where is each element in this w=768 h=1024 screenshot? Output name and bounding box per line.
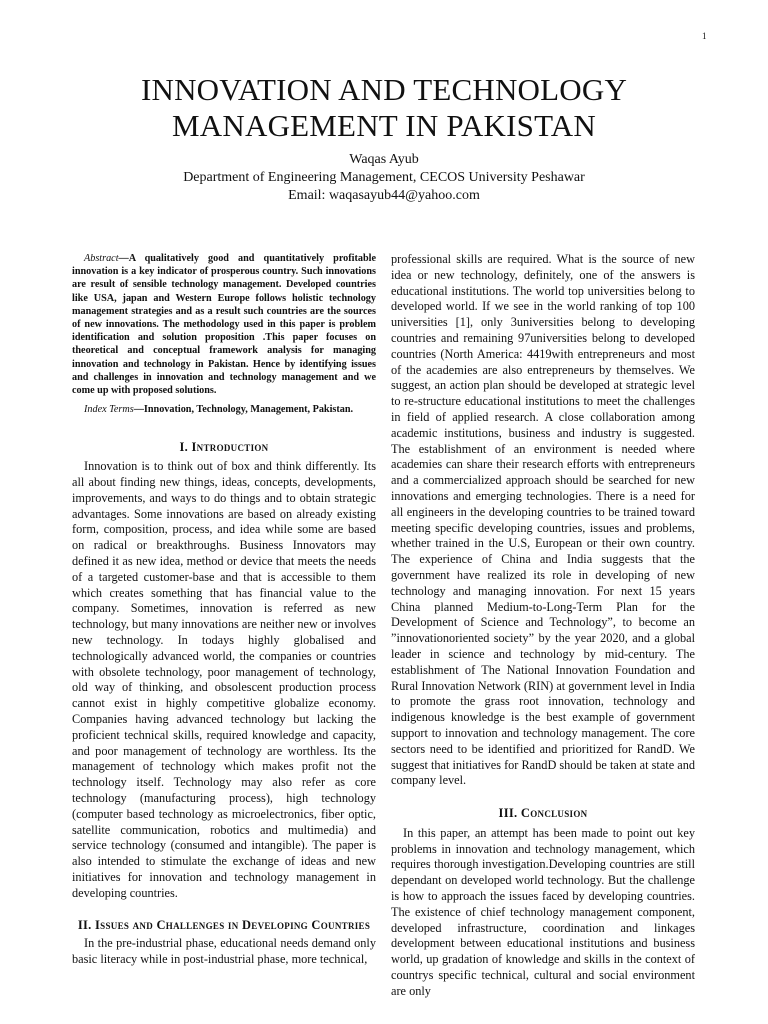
introduction-paragraph: Innovation is to think out of box and think differently. Its all about finding new things, ideas, concepts, developments, improvements, and ways to do things and to obtain strategic advantages. Some innovations are based on already existing form, composition, process, and idea while some are based on radical or breakthroughs. Business Innovators may defined it as new idea, method or device that meets the needs of a targeted customer-base and that is accessible to them which creates something that has financial value to the company. Sometimes, innovation is referred as new technology, but many innovations are neither new or involves new technology. In todays highly globalised and technologically advanced world, the companies or countries with obsolete technology, poor management of technology, old way of thinking, and obsolescent production process cannot exist in highly competitive globalize economy. Companies having advanced technology but lacking the proficient technical skills, required knowledge and capacity, and poor management of technology are worthless. Its the management of technology which makes profit not the technology itself. Technology may also refer as core technology (manufacturing process), high technology (computer based technology as microelectronics, fiber optic, satellite communication, robotics and multimedia) and service technology (consumed and intangible). The paper is also intended to stimulate the exchange of ideas and new initiatives for innovation and technology management in developing countries. [72, 459, 376, 900]
author-name: Waqas Ayub [349, 152, 419, 167]
page-number: 1 [702, 31, 707, 41]
issues-paragraph-continued: professional skills are required. What is the source of new idea or new technology, definitely, one of the answers is educational institutions. The world top universities belong to developed world. If we see in the world ranking of top 100 universities [1], only 3universities belong to developing countries and remaining 97universities belong to developed countries (North America: 4419with entrepreneurs and most of the academies are also entrepreneurs by themselves. We suggest, an action plan should be developed at strategic level to re-structure educational institutions to meet the challenges in field of applied research. A close collaboration among academic institutions, business and industry is suggested. The establishment of an environment is needed where academies can share their research efforts with entrepreneurs and a commercialized approach should be searched for new innovations and emerging technologies. There is a need for all engineers in the developing countries to be trained toward meeting specific developing countries, issues and problems, whether trained in the U.S, European or their own country. The experience of China and India suggests that the government have realized its role in developing of new technology and managing innovation. For next 15 years China planned Medium-to-Long-Term Plan for the Development of Science and Technology”, to become an ”innovationoriented society” by the year 2020, and a global leader in science and technology by mid-century. The establishment of The National Innovation Foundation and Rural Innovation Network (RIN) at government level in India to promote the grass root innovation, technology and indigenous knowledge is the best example of government support to innovation and technology management. The core sectors need to be identified and prioritized for RandD. We suggest that initiatives for RandD should be taken at state and company level. [391, 252, 695, 788]
paper-title [0, 72, 768, 144]
index-terms-label: Index Terms [84, 404, 134, 416]
conclusion-paragraph: In this paper, an attempt has been made to point out key problems in innovation and technology management, which requires thorough investigation.Developing countries are still dependant on developed world technology. But the challenge is how to approach the issues faced by developing countries. The existence of chief technology management component, developed infrastructure, coordination and linkages development between educational institutions and business world, up gradation of knowledge and skills in the context of countrys specific technical, cultural and social environment are only [391, 825, 695, 998]
abstract-text: —A qualitatively good and quantitatively profitable innovation is a key indicator of prosperous country. Such innovations are result of sensible technology management. Developed countries like USA, japan and Western Europe follows holistic technology management strategies and as a result such countries are the sources of new innovations. The methodology used in this paper is problem identification and solution proposition .This paper focuses on theoretical and conceptual framework analysis for managing innovation and technology in Pakistan. Hence by identifying issues and challenges in innovation and technology management and we come up with proposed solutions. [72, 253, 376, 397]
section-heading-conclusion: III. Conclusion [498, 806, 588, 821]
title-line-2: MANAGEMENT IN PAKISTAN [172, 108, 596, 143]
author-email: Email: waqasayub44@yahoo.com [288, 188, 480, 203]
section-heading-introduction: I. Introduction [179, 440, 269, 455]
index-terms-text: —Innovation, Technology, Management, Pakistan. [133, 404, 354, 416]
author-block [0, 151, 768, 205]
right-column [391, 252, 695, 1000]
author-affiliation: Department of Engineering Management, CECOS University Peshawar [183, 170, 585, 185]
abstract [72, 252, 376, 397]
index-terms [72, 403, 376, 416]
section-heading-issues: II. Issues and Challenges in Developing Countries [77, 917, 371, 932]
issues-paragraph-start: In the pre-industrial phase, educational needs demand only basic literacy while in post-industrial phase, more technical, [72, 936, 376, 967]
abstract-label: Abstract [84, 253, 119, 264]
title-line-1: INNOVATION AND TECHNOLOGY [140, 72, 628, 107]
left-column [72, 252, 376, 968]
